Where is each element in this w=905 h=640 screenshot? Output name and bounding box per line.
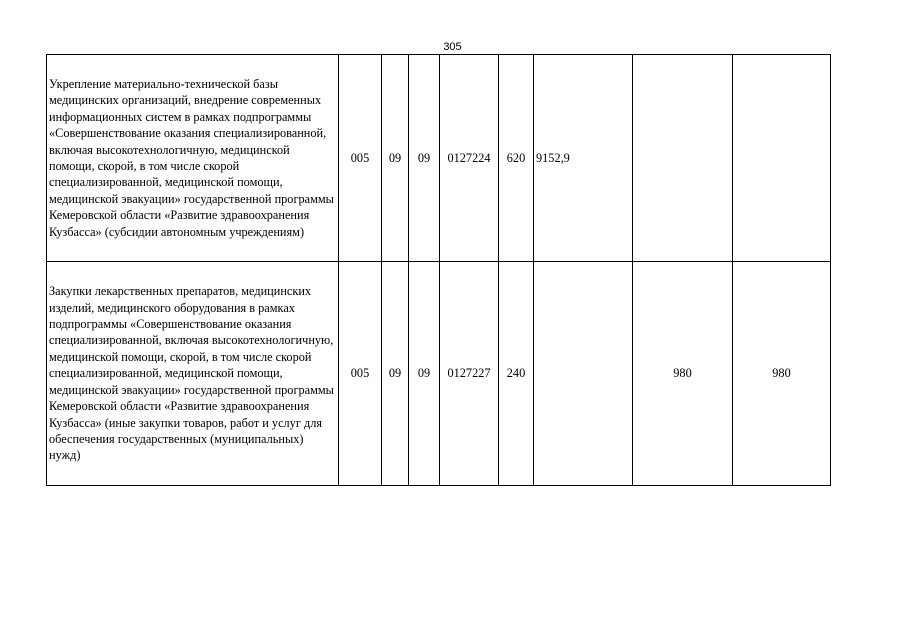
sum-year-1: 9152,9 — [534, 55, 633, 262]
expense-type-code: 620 — [499, 55, 534, 262]
subsection-code: 09 — [409, 262, 440, 486]
table-row — [47, 55, 831, 262]
sum-year-2 — [633, 55, 733, 262]
section-code: 09 — [382, 55, 409, 262]
row-description: Укрепление материально-технической базы медицинских организаций, внедрение современных информационных систем в рамках подпрограммы «Совершенствование оказания специализированной, включая высокотехнологичную, медицинской помощи, скорой, в том числе скорой специализированной, медицинской помощи, медицинской эвакуации» государственной программы Кемеровской области «Развитие здравоохранения Кузбасса» (субсидии автономным учреждениям) — [47, 55, 339, 262]
table-row — [47, 262, 831, 486]
budget-table — [46, 54, 831, 486]
subsection-code: 09 — [409, 55, 440, 262]
sum-year-2: 980 — [633, 262, 733, 486]
page-number: 305 — [443, 41, 462, 53]
row-description: Закупки лекарственных препаратов, медицинских изделий, медицинского оборудования в рамках подпрограммы «Совершенствование оказания специализированной, включая высокотехнологичную, медицинской помощи, скорой, в том числе скорой специализированной, медицинской помощи, медицинской эвакуации» государственной программы Кемеровской области «Развитие здравоохранения Кузбасса» (иные закупки товаров, работ и услуг для обеспечения государственных (муниципальных) нужд) — [47, 262, 339, 486]
expense-type-code: 240 — [499, 262, 534, 486]
sum-year-3: 980 — [733, 262, 831, 486]
target-article-code: 0127224 — [440, 55, 499, 262]
sum-year-1 — [534, 262, 633, 486]
ministry-code: 005 — [339, 55, 382, 262]
target-article-code: 0127227 — [440, 262, 499, 486]
ministry-code: 005 — [339, 262, 382, 486]
section-code: 09 — [382, 262, 409, 486]
sum-year-3 — [733, 55, 831, 262]
